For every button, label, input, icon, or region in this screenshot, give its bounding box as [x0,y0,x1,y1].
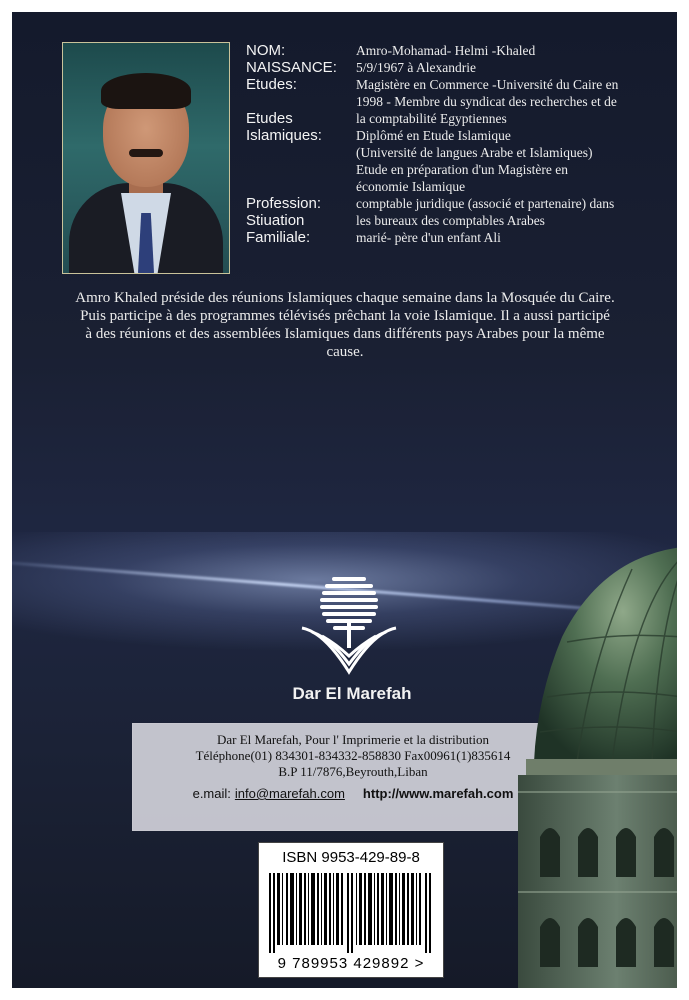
info-label: NOM: [246,42,286,59]
info-row [246,212,666,229]
info-value: Magistère en Commerce -Université du Caire en [356,77,619,92]
info-label: Etudes [246,110,293,127]
publisher-name: Dar El Marefah [292,684,412,703]
bio-line: cause. [326,344,364,360]
info-value: Amro-Mohamad- Helmi -Khaled [356,43,536,58]
info-label: Islamiques: [246,127,322,144]
info-value: (Université de langues Arabe et Islamiques) [356,145,593,160]
info-label: Familiale: [246,229,311,246]
contact-line-phone: Téléphone(01) 834301-834332-858830 Fax00961(1)835614 [195,748,511,763]
bio-line: à des réunions et des assemblées Islamiques dans différents pays Arabes pour la même [85,326,605,342]
info-row [246,42,666,59]
author-photo [62,42,230,274]
info-row [246,59,666,76]
email-label: e.mail: [192,786,231,801]
email-link[interactable]: info@marefah.com [234,786,345,801]
info-value: la comptabilité Egyptiennes [356,111,507,126]
info-value: comptable juridique (associé et partenaire) dans [356,196,615,211]
info-row [246,110,666,127]
info-row [246,229,666,246]
info-value: Diplômé en Etude Islamique [356,128,511,143]
info-row [246,93,666,110]
info-label: Profession: [246,195,322,212]
barcode-digits: 9 789953 429892 > [277,955,425,972]
website-link[interactable]: http://www.marefah.com [362,786,514,801]
info-value: Etude en préparation d'un Magistère en [356,162,568,177]
info-value: les bureaux des comptables Arabes [356,213,545,228]
author-bio [30,289,660,361]
info-row [246,76,666,93]
photo-mustache [129,149,163,157]
bio-line: Puis participe à des programmes télévisés prêchant la voie Islamique. Il a aussi participé [80,308,610,324]
barcode-box [258,842,444,978]
bio-line: Amro Khaled préside des réunions Islamiques chaque semaine dans la Mosquée du Caire. [75,290,615,306]
publisher-logo-icon [294,572,404,682]
info-value: 5/9/1967 à Alexandrie [356,60,476,75]
info-label: NAISSANCE: [246,59,337,76]
info-value: 1998 - Membre du syndicat des recherches et de [356,94,617,109]
contact-line-address: B.P 11/7876,Beyrouth,Liban [278,764,428,779]
barcode-icon [267,873,435,953]
info-row [246,127,666,144]
author-info [246,42,666,246]
contact-line-company: Dar El Marefah, Pour l' Imprimerie et la distribution [216,732,490,747]
info-label: Etudes: [246,76,297,93]
info-value: économie Islamique [356,179,466,194]
info-row [246,195,666,212]
info-row [246,144,666,161]
info-row [246,178,666,195]
book-back-cover [12,12,677,988]
info-label: Stiuation [246,212,305,229]
photo-hair [101,73,191,109]
isbn-label: ISBN 9953-429-89-8 [282,849,420,866]
info-value: marié- père d'un enfant Ali [356,230,501,245]
mosque-dome-image [482,547,677,988]
info-row [246,161,666,178]
